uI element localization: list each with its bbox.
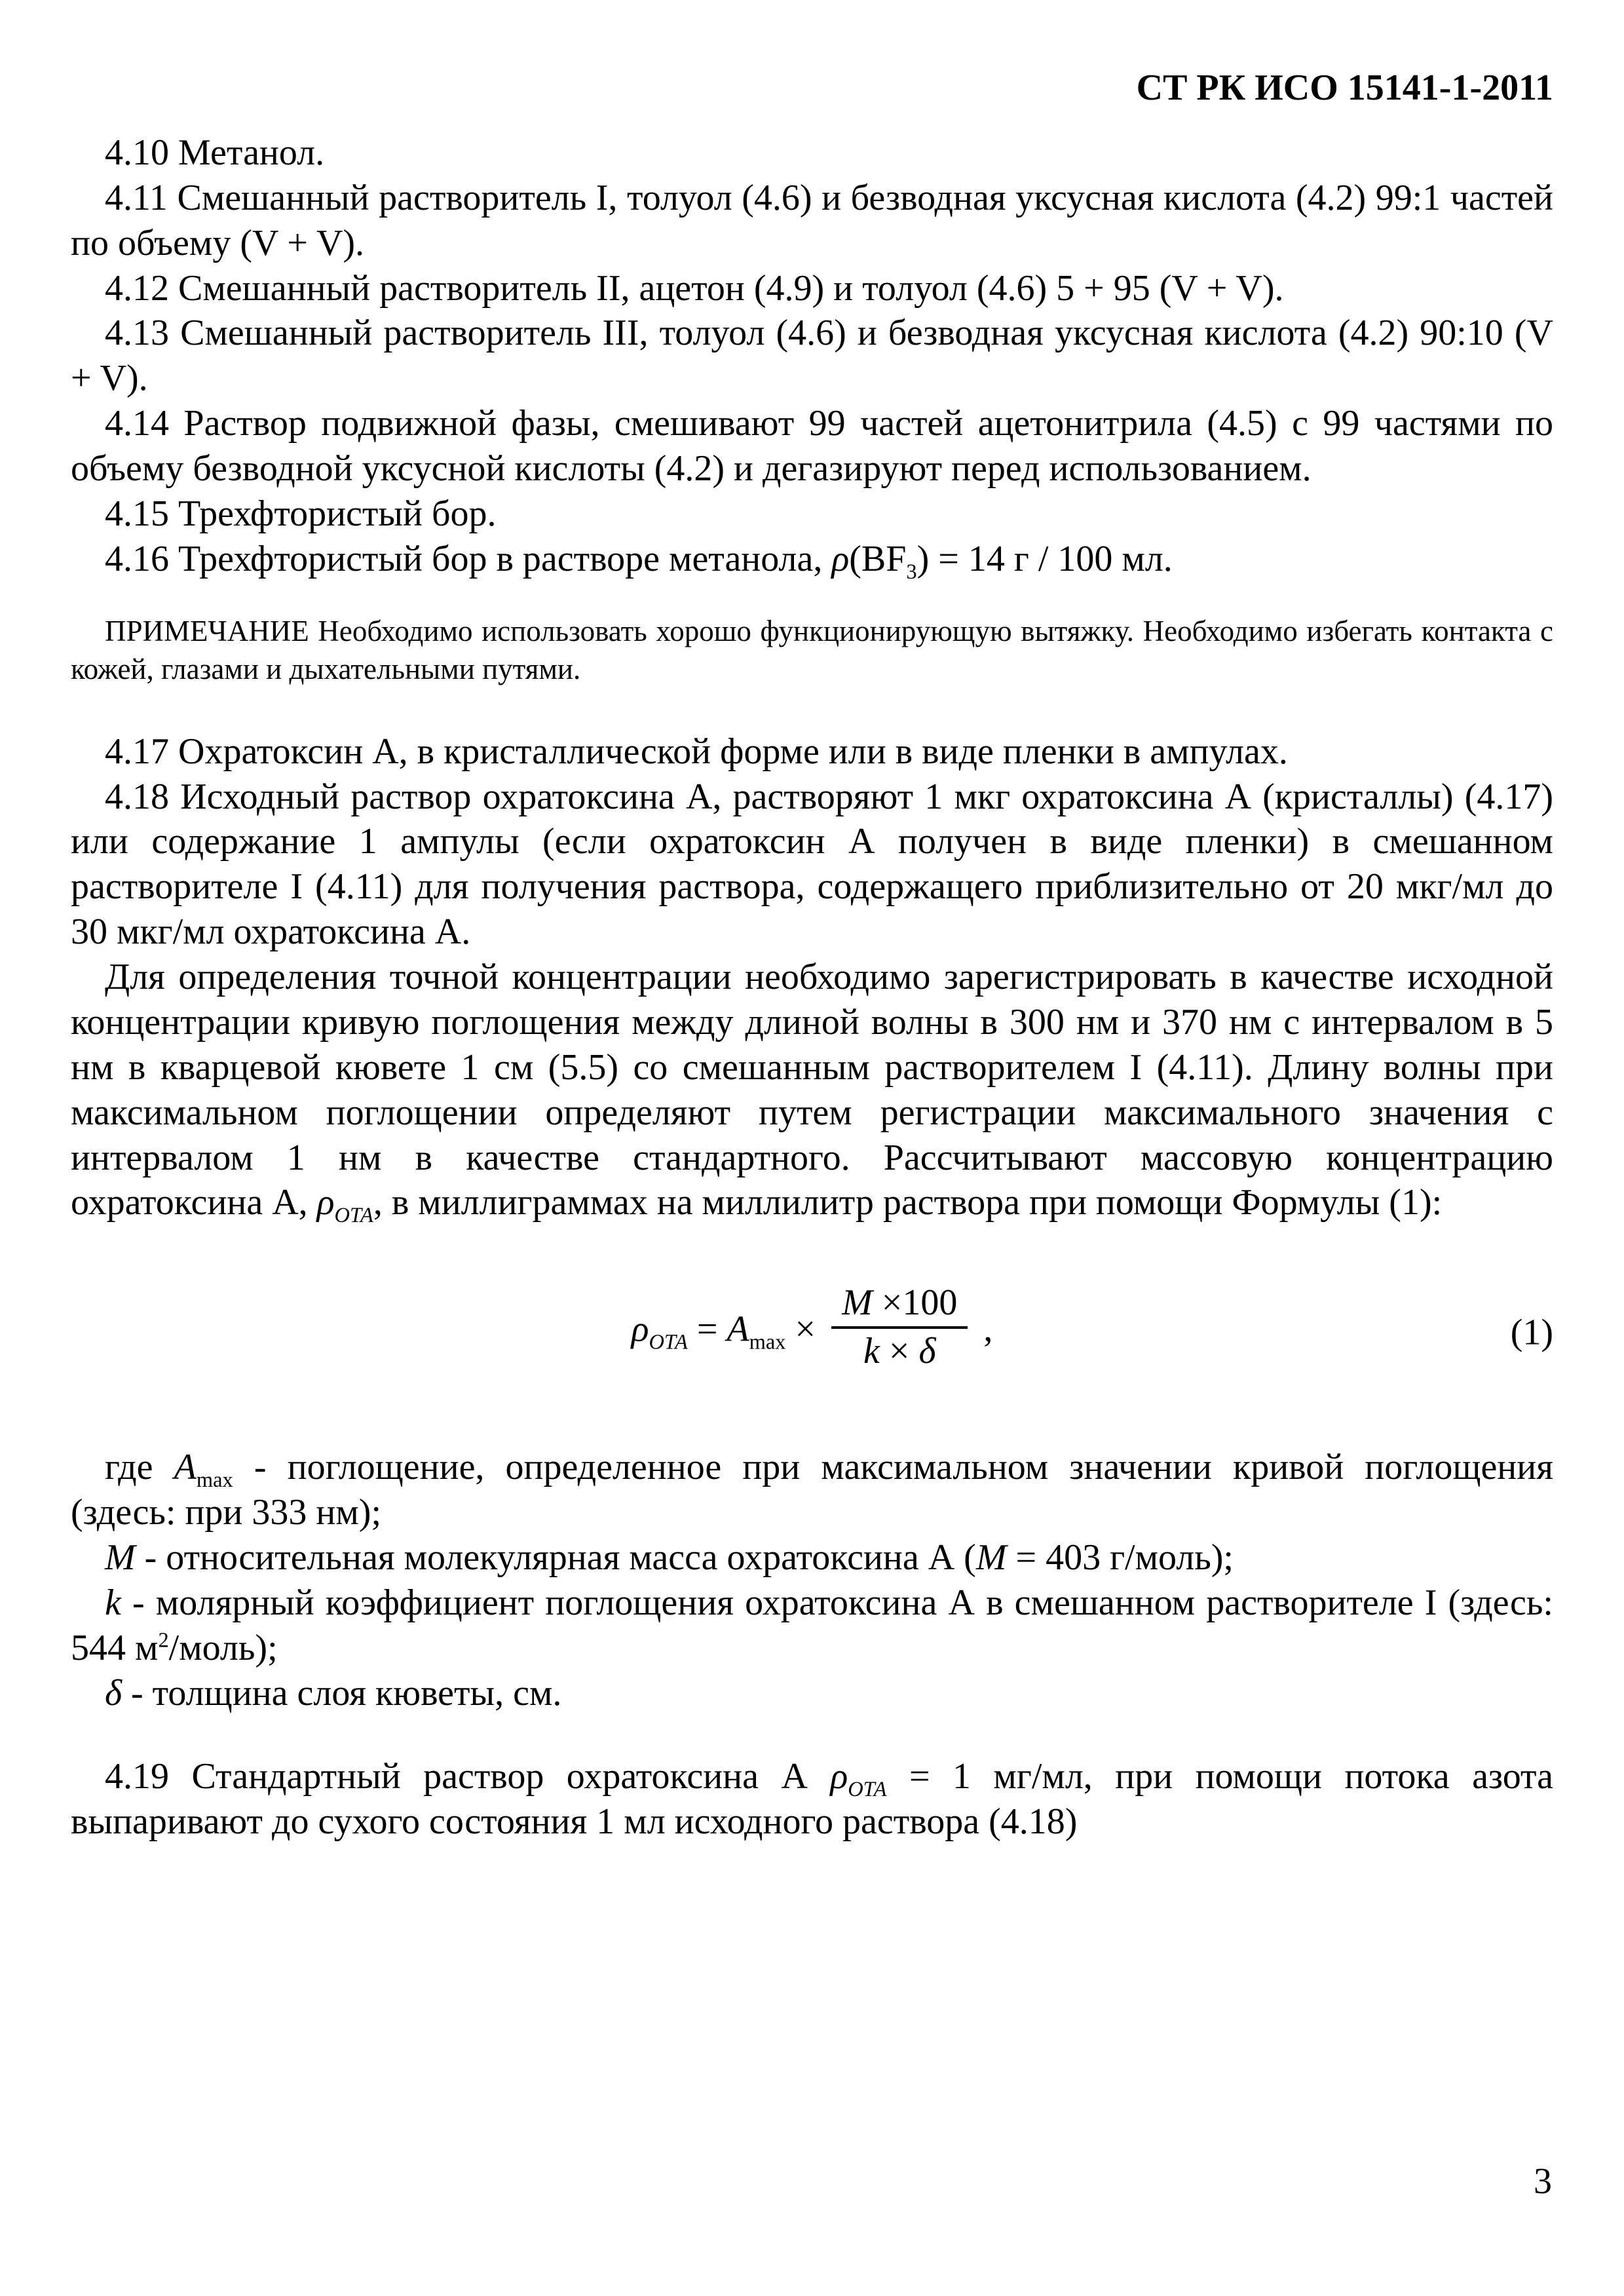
paragraph-4-16-tail: ) = 14 г / 100 мл. — [916, 538, 1173, 579]
definition-amax-subscript: max — [196, 1468, 233, 1493]
rho-ota-symbol: ρ — [316, 1182, 335, 1223]
formula-times-sign: × — [785, 1309, 825, 1350]
bf3-subscript: 3 — [906, 560, 917, 584]
paragraph-4-18-continued — [71, 955, 1553, 1228]
paragraph-4-18b-text: Для определения точной концентрации необходимо зарегистрировать в качестве исходной концентрации кривую поглощения между длиной волны в 300 нм и 370 нм с интервалом в 5 нм в кварцевой кювете 1 см (5.5) со смешанным растворителем I (4.11). Длину волны при максимальном поглощении определяют путем регистрации максимального значения с интервалом 1 нм в качестве стандартного. Рассчитывают массовую концентрацию охратоксина А, — [71, 957, 1553, 1223]
denominator-k-symbol: k — [863, 1330, 880, 1371]
definition-amax-where: где — [105, 1447, 174, 1488]
definition-k — [71, 1580, 1553, 1671]
document-number-header: СТ РК ИСО 15141-1-2011 — [1136, 67, 1553, 108]
definition-k-superscript: 2 — [158, 1628, 169, 1653]
definition-k-tail: /моль); — [168, 1627, 278, 1668]
page-number: 3 — [1534, 2161, 1552, 2202]
numerator-times-sign: × — [872, 1282, 903, 1324]
definition-delta-text: - толщина слоя кюветы, см. — [122, 1672, 562, 1713]
formula-number: (1) — [1510, 1312, 1553, 1353]
definition-amax — [71, 1445, 1553, 1535]
paragraph-4-14: 4.14 Раствор подвижной фазы, смешивают 99 частей ацетонитрила (4.5) с 99 частями по объему безводной уксусной кислоты (4.2) и дегазируют перед использованием. — [71, 403, 1553, 489]
paragraph-4-13: 4.13 Смешанный растворитель III, толуол (4.6) и безводная уксусная кислота (4.2) 90:10 (V + V). — [71, 313, 1553, 399]
paragraph-4-11: 4.11 Смешанный растворитель I, толуол (4.6) и безводная уксусная кислота (4.2) 99:1 частей по объему (V + V). — [71, 177, 1553, 263]
definition-amax-text: - поглощение, определенное при максимальном значении кривой поглощения (здесь: при 333 нм); — [71, 1447, 1554, 1533]
paragraph-4-12: 4.12 Смешанный растворитель II, ацетон (4.9) и толуол (4.6) 5 + 95 (V + V). — [105, 267, 1284, 309]
numerator-100: 100 — [902, 1282, 958, 1324]
paragraph-4-19-rho-symbol: ρ — [830, 1755, 848, 1797]
definition-k-text: - молярный коэффициент поглощения охратоксина А в смешанном растворителе I (здесь: 544 м — [71, 1582, 1553, 1668]
fraction-numerator — [831, 1283, 968, 1329]
formula-rho-subscript: ОТА — [649, 1330, 688, 1354]
paragraph-4-19-tail: = 1 мг/мл, при помощи потока азота выпаривают до сухого состояния 1 мл исходного раствора (4.18) — [71, 1755, 1553, 1842]
definition-m-symbol: M — [105, 1537, 136, 1578]
paragraph-4-19 — [71, 1754, 1553, 1845]
formula-comma: , — [974, 1309, 993, 1350]
paragraph-4-19-rho-subscript: ОТА — [848, 1777, 887, 1801]
definition-amax-symbol: A — [174, 1447, 197, 1488]
definition-delta — [71, 1671, 1553, 1716]
note-paragraph: ПРИМЕЧАНИЕ Необходимо использовать хорошо функционирующую вытяжку. Необходимо избегать контакта с кожей, глазами и дыхательными путями. — [71, 614, 1553, 686]
rho-ota-subscript: ОТА — [334, 1204, 373, 1228]
paragraph-4-17: 4.17 Охратоксин А, в кристаллической форме или в виде пленки в ампулах. — [105, 731, 1288, 772]
definition-k-symbol: k — [105, 1582, 121, 1624]
paragraph-4-18: 4.18 Исходный раствор охратоксина А, растворяют 1 мкг охратоксина А (кристаллы) (4.17) или содержание 1 ампулы (если охратоксин А получен в виде пленки) в смешанном растворителе I (4.11) для получения раствора, содержащего приблизительно от 20 мкг/мл до 30 мкг/мл охратоксина А. — [71, 776, 1553, 953]
numerator-m-symbol: M — [842, 1282, 873, 1324]
formula-fraction — [831, 1283, 968, 1371]
definition-m — [71, 1535, 1553, 1580]
definition-m-tail: = 403 г/моль); — [1006, 1537, 1234, 1578]
formula-a-subscript: max — [749, 1330, 786, 1354]
rho-symbol: ρ — [831, 538, 850, 579]
formula-rho-symbol: ρ — [631, 1309, 649, 1350]
definition-m-text: - относительная молекулярная масса охратоксина А ( — [135, 1537, 976, 1578]
denominator-delta-symbol: δ — [918, 1330, 936, 1371]
paragraph-4-16-text: 4.16 Трехфтористый бор в растворе метанола, — [105, 538, 832, 579]
paragraph-4-16 — [71, 537, 1553, 582]
formula-equals-sign: = — [687, 1309, 727, 1350]
fraction-denominator — [831, 1329, 968, 1372]
paragraph-4-18b-tail: , в миллиграммах на миллилитр раствора при помощи Формулы (1): — [373, 1182, 1443, 1223]
definition-m-symbol-2: M — [975, 1537, 1007, 1578]
paragraph-4-19-text: 4.19 Стандартный раствор охратоксина А — [105, 1755, 831, 1797]
formula-block — [71, 1282, 1553, 1377]
definition-delta-symbol: δ — [105, 1672, 123, 1713]
paragraph-4-15: 4.15 Трехфтористый бор. — [105, 493, 497, 534]
bf-formula-text: (BF — [849, 538, 907, 579]
denominator-times-sign: × — [879, 1330, 919, 1371]
paragraph-4-10: 4.10 Метанол. — [105, 132, 325, 173]
formula-1 — [631, 1282, 993, 1377]
formula-a-symbol: A — [727, 1309, 749, 1350]
